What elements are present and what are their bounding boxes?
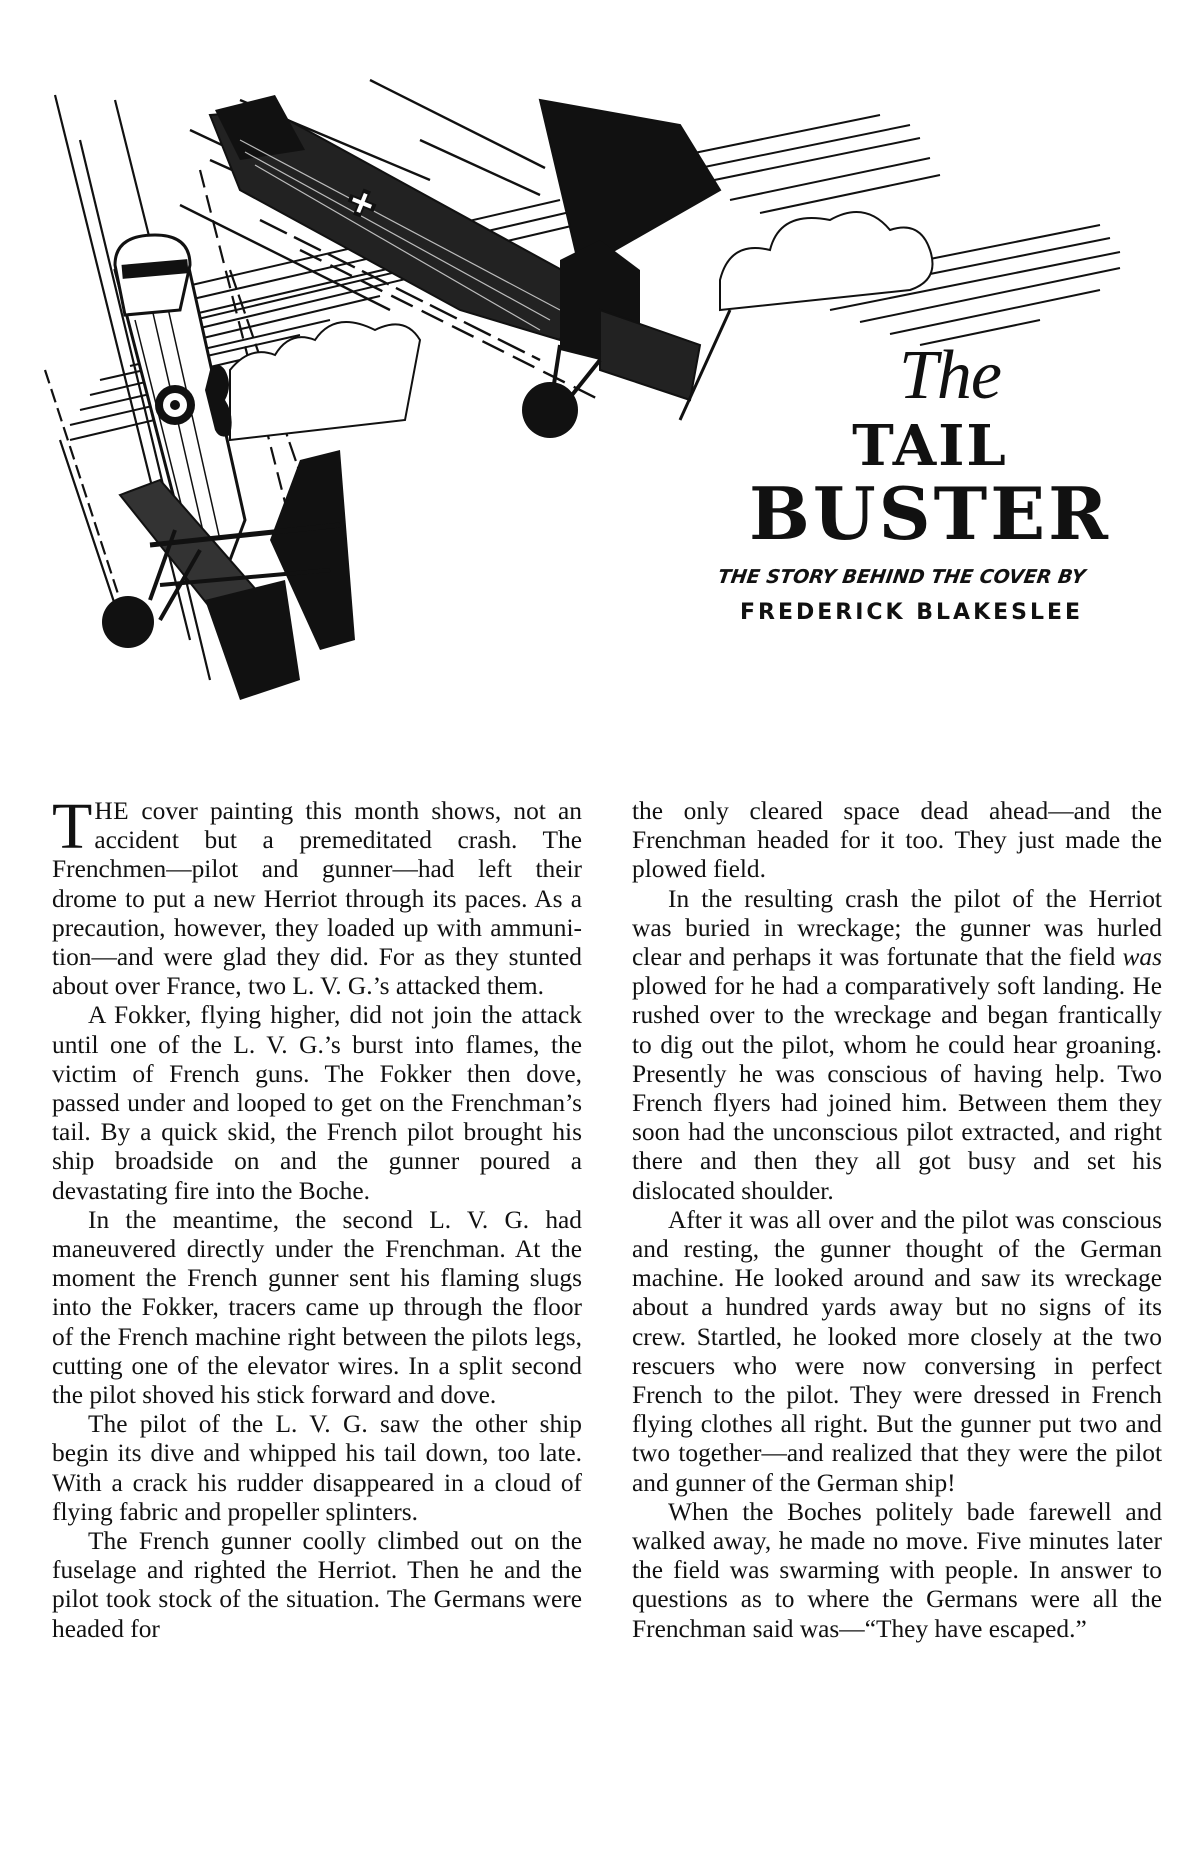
column-left xyxy=(52,790,582,1644)
paragraph-6 xyxy=(632,885,1162,1206)
paragraph-3: In the meantime, the second L. V. G. had maneuvered directly under the Frenchman. At the moment the French gunner sent his flaming slugs into the Fokker, tracers came up through the floor of the French machine right between the pilots legs, cutting one of the elevator wires. In a split second the pilot shoved his stick forward and dove. xyxy=(52,1205,582,1410)
paragraph-8: When the Boches politely bade farewell and walked away, he made no move. Five minutes later the field was swarming with people. In answer to questions as to where the Germans were all the Frenchman said was—“They have escaped.” xyxy=(632,1497,1162,1643)
paragraph-1-lead: HE xyxy=(94,797,130,825)
paragraph-1 xyxy=(52,790,582,1001)
paragraph-1-text: cover painting this month shows, not an accident but a premeditated crash. The Frenchmen—pilot and gunner—had left their drome to put a new Herriot through its paces. As a precaution, however, they loaded up with ammunition—and were glad they did. For as they stunted about over France, two L. V. G.’s attacked them. xyxy=(52,797,582,1001)
paragraph-2: A Fokker, flying higher, did not join the attack until one of the L. V. G.’s burst into flames, the victim of French guns. The Fokker then dove, passed under and looped to get on the Frenchman’s tail. By a quick skid, the French pilot brought his ship broadside on and the gunner poured a devastating fire into the Boche. xyxy=(52,1001,582,1205)
article-author: FREDERICK BLAKESLEE xyxy=(740,600,1084,625)
title-the: The xyxy=(899,337,1001,414)
drop-cap: T xyxy=(52,790,93,863)
title-tail: TAIL xyxy=(852,413,1008,479)
paragraph-4: The pilot of the L. V. G. saw the other ship begin its dive and whipped his tail down, too late. With a crack his rudder disappeared in a cloud of flying fabric and propeller splinters. xyxy=(52,1410,582,1526)
paragraph-6-text-b: plowed for he had a comparatively soft landing. He rushed over to the wreckage and began frantically to dig out the pilot, whom he could hear groaning. Presently he was conscious of having help. Two French flyers had joined him. Between them they soon had the unconscious pilot extracted, and right there and then they all got busy and set his dislocated shoulder. xyxy=(632,972,1162,1205)
article-subtitle: THE STORY BEHIND THE COVER BY xyxy=(716,566,1087,588)
column-right xyxy=(632,797,1162,1644)
paragraph-5: The French gunner coolly climbed out on the fuselage and righted the Herriot. Then he and the pilot took stock of the situation. The Germans were headed for xyxy=(52,1527,582,1643)
article-body xyxy=(52,790,1162,1644)
paragraph-6-emphasis: was xyxy=(1122,943,1162,972)
paragraph-6-text-a: In the resulting crash the pilot of the Herriot was buried in wreckage; the gunner was hurled clear and perhaps it was fortunate that the field xyxy=(632,884,1162,972)
title-buster: BUSTER xyxy=(749,471,1111,556)
german-engine-cowl xyxy=(600,310,700,400)
paragraph-7: After it was all over and the pilot was conscious and resting, the gunner thought of the German machine. He looked around and saw its wreckage about a hundred yards away but no signs of its crew. Startled, he looked more closely at the two rescuers who were now conversing in perfect French to the pilot. They were dressed in French flying clothes all right. But the gunner put two and two together—and realized that they were the pilot and gunner of the German ship! xyxy=(632,1205,1162,1497)
german-upper-wing xyxy=(540,100,720,270)
paragraph-5-continued: the only cleared space dead ahead—and the Frenchman headed for it too. They just made the plowed field. xyxy=(632,797,1162,884)
article-title-block xyxy=(700,337,1160,625)
german-wheel xyxy=(522,382,578,438)
french-engine xyxy=(205,580,300,700)
french-biplane xyxy=(102,235,355,700)
french-wheel xyxy=(102,596,154,648)
roundel-icon xyxy=(155,385,195,425)
